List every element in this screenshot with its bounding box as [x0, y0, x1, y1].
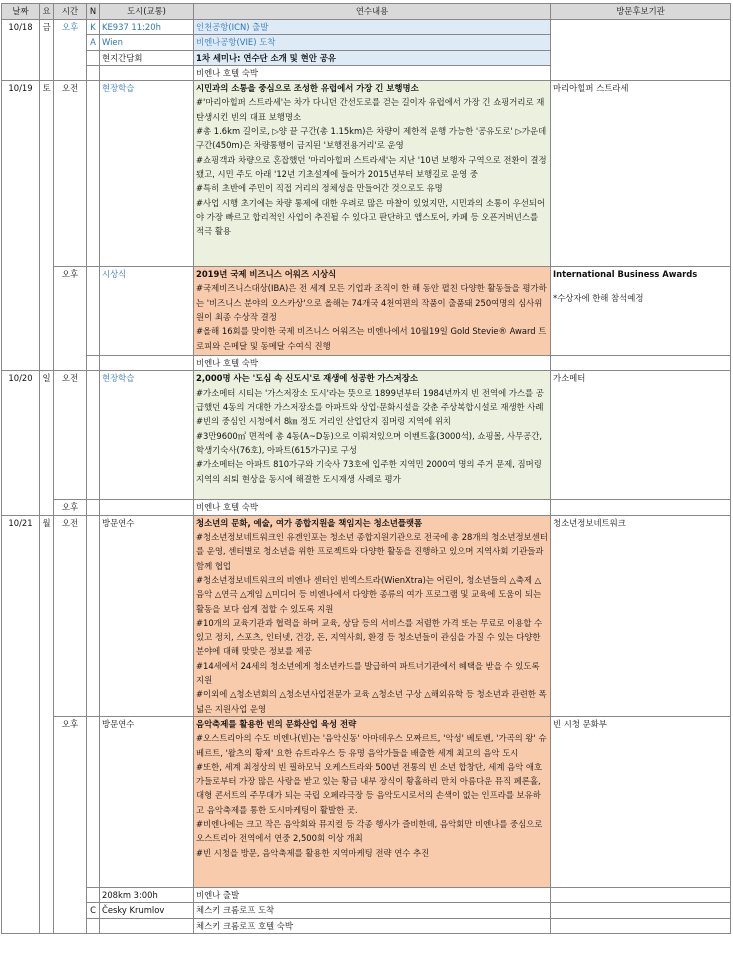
date-cell: 10/21 — [2, 515, 40, 933]
content-title: 2,000명 사는 '도심 속 신도시'로 재생에 성공한 가스저장소 — [196, 373, 418, 384]
visit-cell: 빈 시청 문화부 — [551, 716, 731, 887]
content-cell: 비엔나공항(VIE) 도착 — [194, 35, 551, 50]
content-title: 청소년의 문화, 예술, 여가 종합지원을 책임지는 청소년플랫폼 — [196, 517, 423, 528]
visit-cell — [551, 500, 731, 515]
n-cell — [87, 500, 100, 515]
city-cell: KE937 11:20h — [100, 20, 194, 35]
dow-cell: 토 — [40, 81, 54, 371]
content-title: 음악축제를 활용한 빈의 문화산업 육성 전략 — [196, 718, 357, 729]
content-cell: 체스키 크롬로프 호텔 숙박 — [194, 918, 551, 933]
visit-cell — [551, 903, 731, 918]
time-cell: 오후 — [54, 20, 87, 81]
table-row — [2, 500, 731, 515]
table-row — [2, 918, 731, 933]
col-content: 연수내용 — [194, 4, 551, 20]
content-cell — [194, 515, 551, 716]
content-line: #'마리아힐퍼 스트라세'는 차가 다니던 간선도로를 걷는 길이자 유럽에서 가장 긴 쇼핑거리로 재탄생시킨 빈의 대표 보행명소 — [196, 97, 545, 122]
content-title: 2019년 국제 비즈니스 어워즈 시상식 — [196, 269, 337, 280]
date-cell: 10/20 — [2, 371, 40, 515]
visit-cell — [551, 887, 731, 902]
city-cell — [100, 500, 194, 515]
table-row — [2, 903, 731, 918]
content-cell — [194, 716, 551, 887]
dow-cell: 일 — [40, 371, 54, 515]
visit-cell: 가소메터 — [551, 371, 731, 500]
content-line: #국제비즈니스대상(IBA)은 전 세계 모든 기업과 조직이 한 해 동안 펼친 다양한 활동들을 평가하는 '비즈니스 분야의 오스카상'으로 올해는 74개국 4천여편의 작품이 출품돼 250여명의 심사위원이 최종 수상작 결정 — [196, 283, 547, 323]
visit-name: International Business Awards — [553, 269, 698, 280]
n-cell — [87, 81, 100, 267]
n-cell — [87, 716, 100, 887]
content-line: #오스트리아의 수도 비엔나(빈)는 '음악신동' 아마데우스 모짜르트, '악성' 베토벤, '가곡의 왕' 슈베르트, '왈츠의 황제' 요한 슈트라우스 등 유명 음악가들을 배출한 세계 최고의 음악 도시 — [196, 733, 547, 758]
content-cell — [194, 371, 551, 500]
col-time: 시간 — [54, 4, 87, 20]
table-row — [2, 356, 731, 371]
content-line: #빈의 중심인 시청에서 8㎞ 정도 거리인 산업단지 짐머링 지역에 위치 — [196, 416, 452, 427]
content-line: #14세에서 24세의 청소년에게 청소년카드를 발급하여 파트너기관에서 혜택을 받을 수 있도록 지원 — [196, 660, 540, 686]
content-cell: 체스키 크롬로프 도착 — [194, 903, 551, 918]
content-line: #10개의 교육기관과 협력을 하며 교육, 상담 등의 서비스를 저렴한 가격 또는 무료로 이용할 수 있고 정치, 스포츠, 인터넷, 건강, 돈, 지역사회, 환경 등 청소년들이 관심을 가질 수 있는 다양한 분야에 대해 맞맞은 정보를 제공 — [196, 617, 543, 657]
table-row — [2, 20, 731, 35]
content-line: #사업 시행 초기에는 차량 통제에 대한 우려로 많은 마찰이 있었지만, 시민과의 소통이 우선되어야 가장 빠르고 합리적인 사업이 추진될 수 있다고 판단하고 앱스토어, 카페 등 오픈거버넌스를 적극 활용 — [196, 197, 546, 237]
content-line: #총 1.6km 길이로, ▷양 끝 구간(총 1.15km)은 차량이 제한적 운행 가능한 '공유도로' ▷가운데 구간(450m)은 차량통행이 금지된 '보행전용거리'로 운영 — [196, 126, 547, 151]
dow-cell: 금 — [40, 20, 54, 81]
content-line: #가소메터 시티는 '가스저장소 도시'라는 뜻으로 1899년부터 1984년까지 빈 전역에 가스를 공급했던 4동의 거대한 가스저장소를 아파트와 상업·문화시설을 갖춘 주상복합시설로 재생한 사례 — [196, 387, 544, 413]
city-cell: 208km 3:00h — [100, 887, 194, 902]
content-cell: 비엔나 호텔 숙박 — [194, 500, 551, 515]
table-row — [2, 887, 731, 902]
time-cell: 오전 — [54, 515, 87, 716]
city-cell: Wien — [100, 35, 194, 50]
dow-cell: 월 — [40, 515, 54, 933]
itinerary-table — [1, 3, 731, 934]
col-city: 도시(교통) — [100, 4, 194, 20]
n-cell: A — [87, 35, 100, 50]
n-cell — [87, 356, 100, 371]
city-cell — [100, 65, 194, 80]
col-date: 날짜 — [2, 4, 40, 20]
city-cell: 방문연수 — [100, 716, 194, 887]
n-cell — [87, 515, 100, 716]
n-cell: K — [87, 20, 100, 35]
city-cell — [100, 918, 194, 933]
content-line: #특히 초반에 주민이 직접 거리의 정체성을 만들어간 것으로도 유명 — [196, 183, 443, 194]
visit-cell — [551, 267, 731, 356]
content-line: #3만9600㎡ 면적에 총 4동(A~D동)으로 이뤄져있으며 이벤트홀(3000석), 쇼핑몰, 사무공간, 학생기숙사(76호), 아파트(615가구)로 구성 — [196, 430, 542, 455]
content-cell — [194, 267, 551, 356]
n-cell — [87, 65, 100, 80]
visit-cell: 마리아힐퍼 스트라세 — [551, 81, 731, 267]
visit-cell: 청소년정보네트워크 — [551, 515, 731, 716]
n-cell — [87, 887, 100, 902]
time-cell: 오전 — [54, 371, 87, 500]
content-line: #빈 시청을 방문, 음악축제를 활용한 지역마케팅 전략 연수 추진 — [196, 847, 430, 858]
time-cell: 오전 — [54, 81, 87, 267]
content-line: #청소년정보네트워크의 비엔나 센터인 빈엑스트라(WienXtra)는 어린이, 청소년들의 △축제 △음악 △연극 △게임 △미디어 등 비엔나에서 다양한 종류의 여가 프로그램 및 교육에 도움이 되는 활동을 보다 쉽게 접할 수 있도록 지원 — [196, 574, 542, 614]
col-visit: 방문후보기관 — [551, 4, 731, 20]
content-line: #이외에 △청소년회의 △청소년사업전문가 교육 △청소년 구상 △해외유학 등 청소년과 관련한 폭넓은 지원사업 운영 — [196, 689, 547, 714]
n-cell — [87, 918, 100, 933]
date-cell: 10/19 — [2, 81, 40, 371]
city-cell: 현장학습 — [100, 371, 194, 500]
content-cell: 비엔나 출발 — [194, 887, 551, 902]
n-cell: C — [87, 903, 100, 918]
content-line: #가소메터는 아파트 810가구와 기숙사 73호에 입주한 지역민 2000여 명의 주거 문제, 짐머링 지역의 쇠퇴 현상을 동시에 해결한 도시재생 사례로 평가 — [196, 459, 542, 484]
col-n: N — [87, 4, 100, 20]
content-line: #쇼핑객과 차량으로 혼잡했던 '마리아힐퍼 스트라세'는 지난 '10년 보행자 구역으로 전환이 결정됐고, 시민 주도 아래 '12년 기초설계에 들어가 2015년부터 보행길로 운영 중 — [196, 154, 547, 179]
content-line: #또한, 세계 최정상의 빈 필하모닉 오케스트라와 500년 전통의 빈 소년 합창단, 세계 음악 애호가들로부터 가장 많은 사랑을 받고 있는 황금 내부 장식이 황홀하리 만치 아름다운 뮤직 페론홀, 대형 콘서트의 주무대가 되는 국립 오페라극장 등 음악도시로서의 손색이 없는 인프라를 보유하고 음악축제를 통한 도시마케팅이 활발한 곳. — [196, 761, 543, 815]
visit-cell — [551, 356, 731, 371]
content-line: #청소년정보네트워크인 유겐인포는 청소년 종합지원기관으로 전국에 총 28개의 청소년정보센터를 운영, 센터별로 청소년을 위한 프로젝트와 다양한 활동을 진행하고 있으며 지역사회 기관들과 함께 협업 — [196, 532, 548, 571]
time-cell: 오후 — [54, 267, 87, 371]
content-title: 시민과의 소통을 중심으로 조성한 유럽에서 가장 긴 보행명소 — [196, 83, 419, 94]
city-cell: Česky Krumlov — [100, 903, 194, 918]
content-cell: 1차 세미나: 연수단 소개 및 현안 공유 — [194, 50, 551, 65]
table-row — [2, 81, 731, 267]
content-cell: 비엔나 호텔 숙박 — [194, 356, 551, 371]
visit-cell — [551, 20, 731, 81]
city-cell: 방문연수 — [100, 515, 194, 716]
n-cell — [87, 50, 100, 65]
table-row — [2, 716, 731, 887]
city-cell — [100, 356, 194, 371]
time-cell: 오후 — [54, 500, 87, 515]
city-cell: 시상식 — [100, 267, 194, 356]
n-cell — [87, 267, 100, 356]
visit-cell — [551, 918, 731, 933]
city-cell: 현지간담회 — [100, 50, 194, 65]
table-row — [2, 371, 731, 500]
content-cell — [194, 81, 551, 267]
time-cell: 오후 — [54, 716, 87, 933]
content-cell: 인천공항(ICN) 출발 — [194, 20, 551, 35]
date-cell: 10/18 — [2, 20, 40, 81]
content-cell: 비엔나 호텔 숙박 — [194, 65, 551, 80]
n-cell — [87, 371, 100, 500]
table-row — [2, 515, 731, 716]
table-row — [2, 267, 731, 356]
header-row — [2, 4, 731, 20]
content-line: #올해 16회를 맞이한 국제 비즈니스 어워즈는 비엔나에서 10월19일 Gold Stevie® Award 트로피와 은메달 및 동메달 수여식 진행 — [196, 326, 547, 351]
col-dow: 요 — [40, 4, 54, 20]
visit-note: *수상자에 한해 참석예정 — [553, 293, 644, 304]
city-cell: 현장학습 — [100, 81, 194, 267]
content-line: #비엔나에는 크고 작은 음악회와 뮤지컬 등 각종 행사가 즐비한데, 음악회만 비엔나를 중심으로 오스트리아 전역에서 연중 2,500회 이상 개최 — [196, 819, 543, 844]
